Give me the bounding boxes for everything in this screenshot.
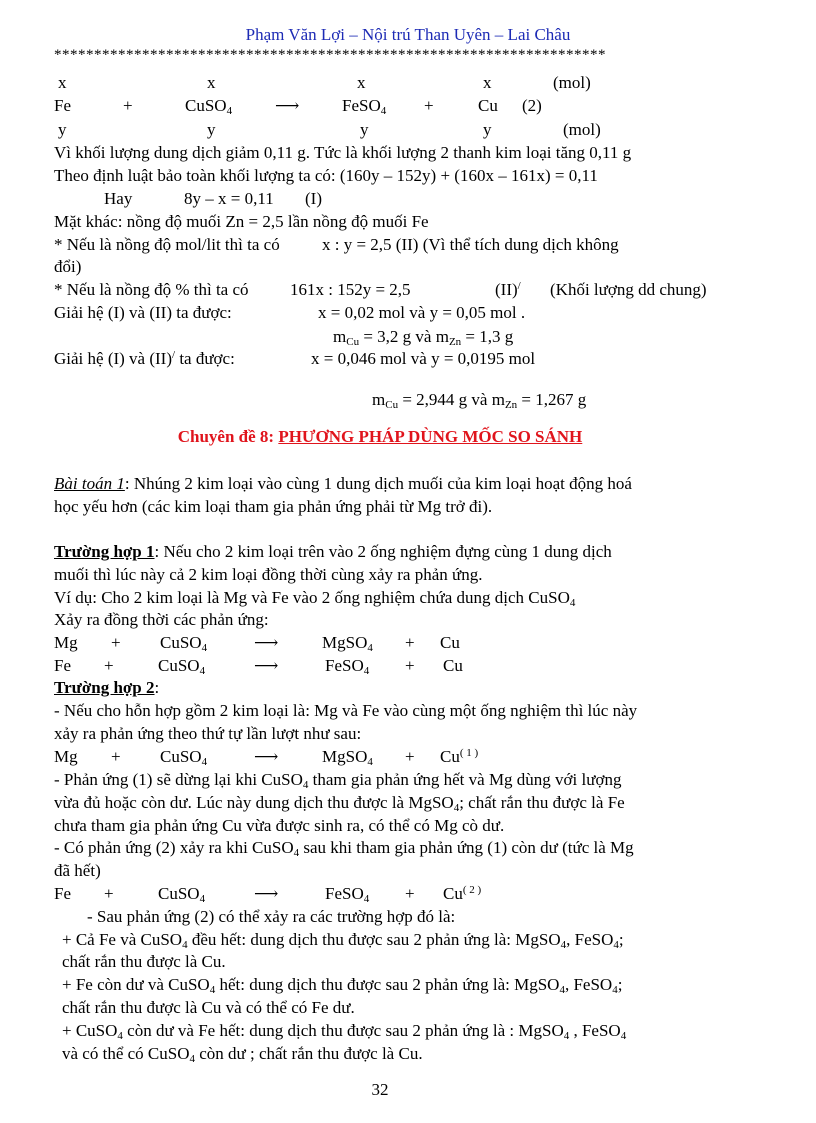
problem-line: học yếu hơn (các kim loại tham gia phản ứng phải từ Mg trở đi).	[54, 497, 493, 516]
text-line: Giải hệ (I) và (II)/ ta được:	[54, 349, 235, 368]
result: x = 0,02 mol và y = 0,05 mol .	[318, 303, 526, 322]
arrow: ⟶	[254, 656, 279, 675]
plus: +	[104, 656, 114, 675]
result: x = 0,046 mol và y = 0,0195 mol	[311, 349, 536, 368]
product: Cu	[443, 656, 463, 675]
plus: +	[405, 656, 415, 675]
case-line: xảy ra phản ứng theo thứ tự lần lượt như sau:	[54, 724, 362, 743]
arrow: ⟶	[254, 747, 279, 766]
case-line: - Có phản ứng (2) xảy ra khi CuSO$_4$ sau khi tham gia phản ứng (1) còn dư (tức là Mg	[54, 838, 634, 859]
reactant: CuSO$_4$	[160, 633, 208, 654]
coef: x	[58, 73, 67, 92]
case-line: đã hết)	[54, 861, 101, 880]
coef: y	[58, 120, 67, 139]
case-line: Ví dụ: Cho 2 kim loại là Mg và Fe vào 2 ống nghiệm chứa dung dịch CuSO$_4$	[54, 588, 576, 609]
reactant: CuSO$_4$	[185, 96, 233, 117]
header-divider: *********************************************************************	[54, 47, 606, 63]
case-line: Xảy ra đồng thời các phản ứng:	[54, 610, 269, 629]
case-line: chưa tham gia phản ứng Cu vừa được sinh ra, có thể có Mg cò dư.	[54, 816, 505, 835]
plus: +	[104, 884, 114, 903]
plus: +	[111, 633, 121, 652]
reactant: Mg	[54, 747, 78, 766]
equation-number: (II)/	[495, 280, 521, 299]
bullet-line: chất rắn thu được là Cu.	[62, 952, 226, 971]
text-line: Theo định luật bảo toàn khối lượng ta có: (160y – 152y) + (160x – 161x) = 0,11	[54, 166, 598, 185]
text-line: Hay	[104, 189, 133, 208]
product: $Cu^{( 2 )}$	[443, 884, 482, 903]
case-label: Trường hợp 1	[54, 542, 155, 561]
coef: y	[483, 120, 492, 139]
product: FeSO$_4$	[325, 656, 370, 677]
text-line: (Khối lượng dd chung)	[550, 280, 707, 299]
product: $Cu^{( 1 )}$	[440, 747, 479, 766]
coef: x	[207, 73, 216, 92]
text-line: đổi)	[54, 257, 82, 276]
result: $m_{Cu} = 2,944$ g và $m_{Zn} = 1,267$ g	[372, 390, 587, 411]
bullet-line: + CuSO$_4$ còn dư và Fe hết: dung dịch thu được sau 2 phản ứng là : MgSO$_4$ , FeSO$_4$	[62, 1021, 627, 1042]
equation-number: (I)	[305, 189, 322, 208]
page-number: 32	[371, 1080, 389, 1099]
reactant: Mg	[54, 633, 78, 652]
result: $m_{Cu} = 3,2$ g và $m_{Zn} = 1,3$ g	[333, 327, 514, 348]
problem-line: Bài toán 1: Nhúng 2 kim loại vào cùng 1 dung dịch muối của kim loại hoạt động hoá	[54, 474, 632, 493]
product: Cu	[478, 96, 498, 115]
product: FeSO$_4$	[342, 96, 387, 117]
text-line: Mặt khác: nồng độ muối Zn = 2,5 lần nồng độ muối Fe	[54, 212, 429, 231]
plus: +	[405, 633, 415, 652]
case-line: - Sau phản ứng (2) có thể xảy ra các trường hợp đó là:	[87, 907, 456, 926]
section-title: Chuyên đề 8: PHƯƠNG PHÁP DÙNG MỐC SO SÁNH	[177, 427, 583, 446]
coef: y	[207, 120, 216, 139]
case-line: Trường hợp 1: Nếu cho 2 kim loại trên vào 2 ống nghiệm đựng cùng 1 dung dịch	[54, 542, 612, 561]
reactant: Fe	[54, 656, 71, 675]
bullet-line: và có thể có CuSO$_4$ còn dư ; chất rắn thu được là Cu.	[62, 1044, 423, 1065]
equation-number: (2)	[522, 96, 542, 115]
case-line: - Phản ứng (1) sẽ dừng lại khi CuSO$_4$ tham gia phản ứng hết và Mg dùng với lượng	[54, 770, 622, 791]
equation: 8y – x = 0,11	[184, 189, 274, 208]
text-line: x : y = 2,5 (II) (Vì thể tích dung dịch không	[322, 235, 619, 254]
plus: +	[123, 96, 133, 115]
bullet-line: chất rắn thu được là Cu và có thể có Fe dư.	[62, 998, 355, 1017]
arrow: ⟶	[254, 884, 279, 903]
text-line: Giải hệ (I) và (II) ta được:	[54, 303, 232, 322]
text-line: Vì khối lượng dung dịch giảm 0,11 g. Tức là khối lượng 2 thanh kim loại tăng 0,11 g	[54, 143, 632, 162]
plus: +	[405, 747, 415, 766]
plus: +	[405, 884, 415, 903]
coef: x	[357, 73, 366, 92]
bullet-line: + Fe còn dư và CuSO$_4$ hết: dung dịch thu được sau 2 phản ứng là: MgSO$_4$, FeSO$_4$;	[62, 975, 623, 996]
product: MgSO$_4$	[322, 633, 373, 654]
product: Cu	[440, 633, 460, 652]
unit: (mol)	[553, 73, 591, 92]
problem-label: Bài toán 1	[54, 474, 125, 493]
plus: +	[424, 96, 434, 115]
plus: +	[111, 747, 121, 766]
unit: (mol)	[563, 120, 601, 139]
arrow: ⟶	[254, 633, 279, 652]
reactant: CuSO$_4$	[160, 747, 208, 768]
coef: x	[483, 73, 492, 92]
case-line: - Nếu cho hỗn hợp gồm 2 kim loại là: Mg và Fe vào cùng một ống nghiệm thì lúc này	[54, 701, 638, 720]
page-header-author: Phạm Văn Lợi – Nội trú Than Uyên – Lai Châu	[245, 25, 571, 44]
reactant: CuSO$_4$	[158, 656, 206, 677]
reactant: Fe	[54, 884, 71, 903]
product: FeSO$_4$	[325, 884, 370, 905]
case-label: Trường hợp 2	[54, 678, 155, 697]
bullet-line: + Cả Fe và CuSO$_4$ đều hết: dung dịch thu được sau 2 phản ứng là: MgSO$_4$, FeSO$_4$;	[62, 930, 624, 951]
text-line: * Nếu là nồng độ mol/lit thì ta có	[54, 235, 280, 254]
arrow: ⟶	[275, 96, 300, 115]
case-line: vừa đủ hoặc còn dư. Lúc này dung dịch thu được là MgSO$_4$; chất rắn thu được là Fe	[54, 793, 625, 814]
coef: y	[360, 120, 369, 139]
case-line: Trường hợp 2:	[54, 678, 160, 697]
case-line: muối thì lúc này cả 2 kim loại đồng thời cùng xảy ra phản ứng.	[54, 565, 483, 584]
reactant: CuSO$_4$	[158, 884, 206, 905]
product: MgSO$_4$	[322, 747, 373, 768]
equation: 161x : 152y = 2,5	[290, 280, 411, 299]
text-line: * Nếu là nồng độ % thì ta có	[54, 280, 249, 299]
reactant: Fe	[54, 96, 71, 115]
